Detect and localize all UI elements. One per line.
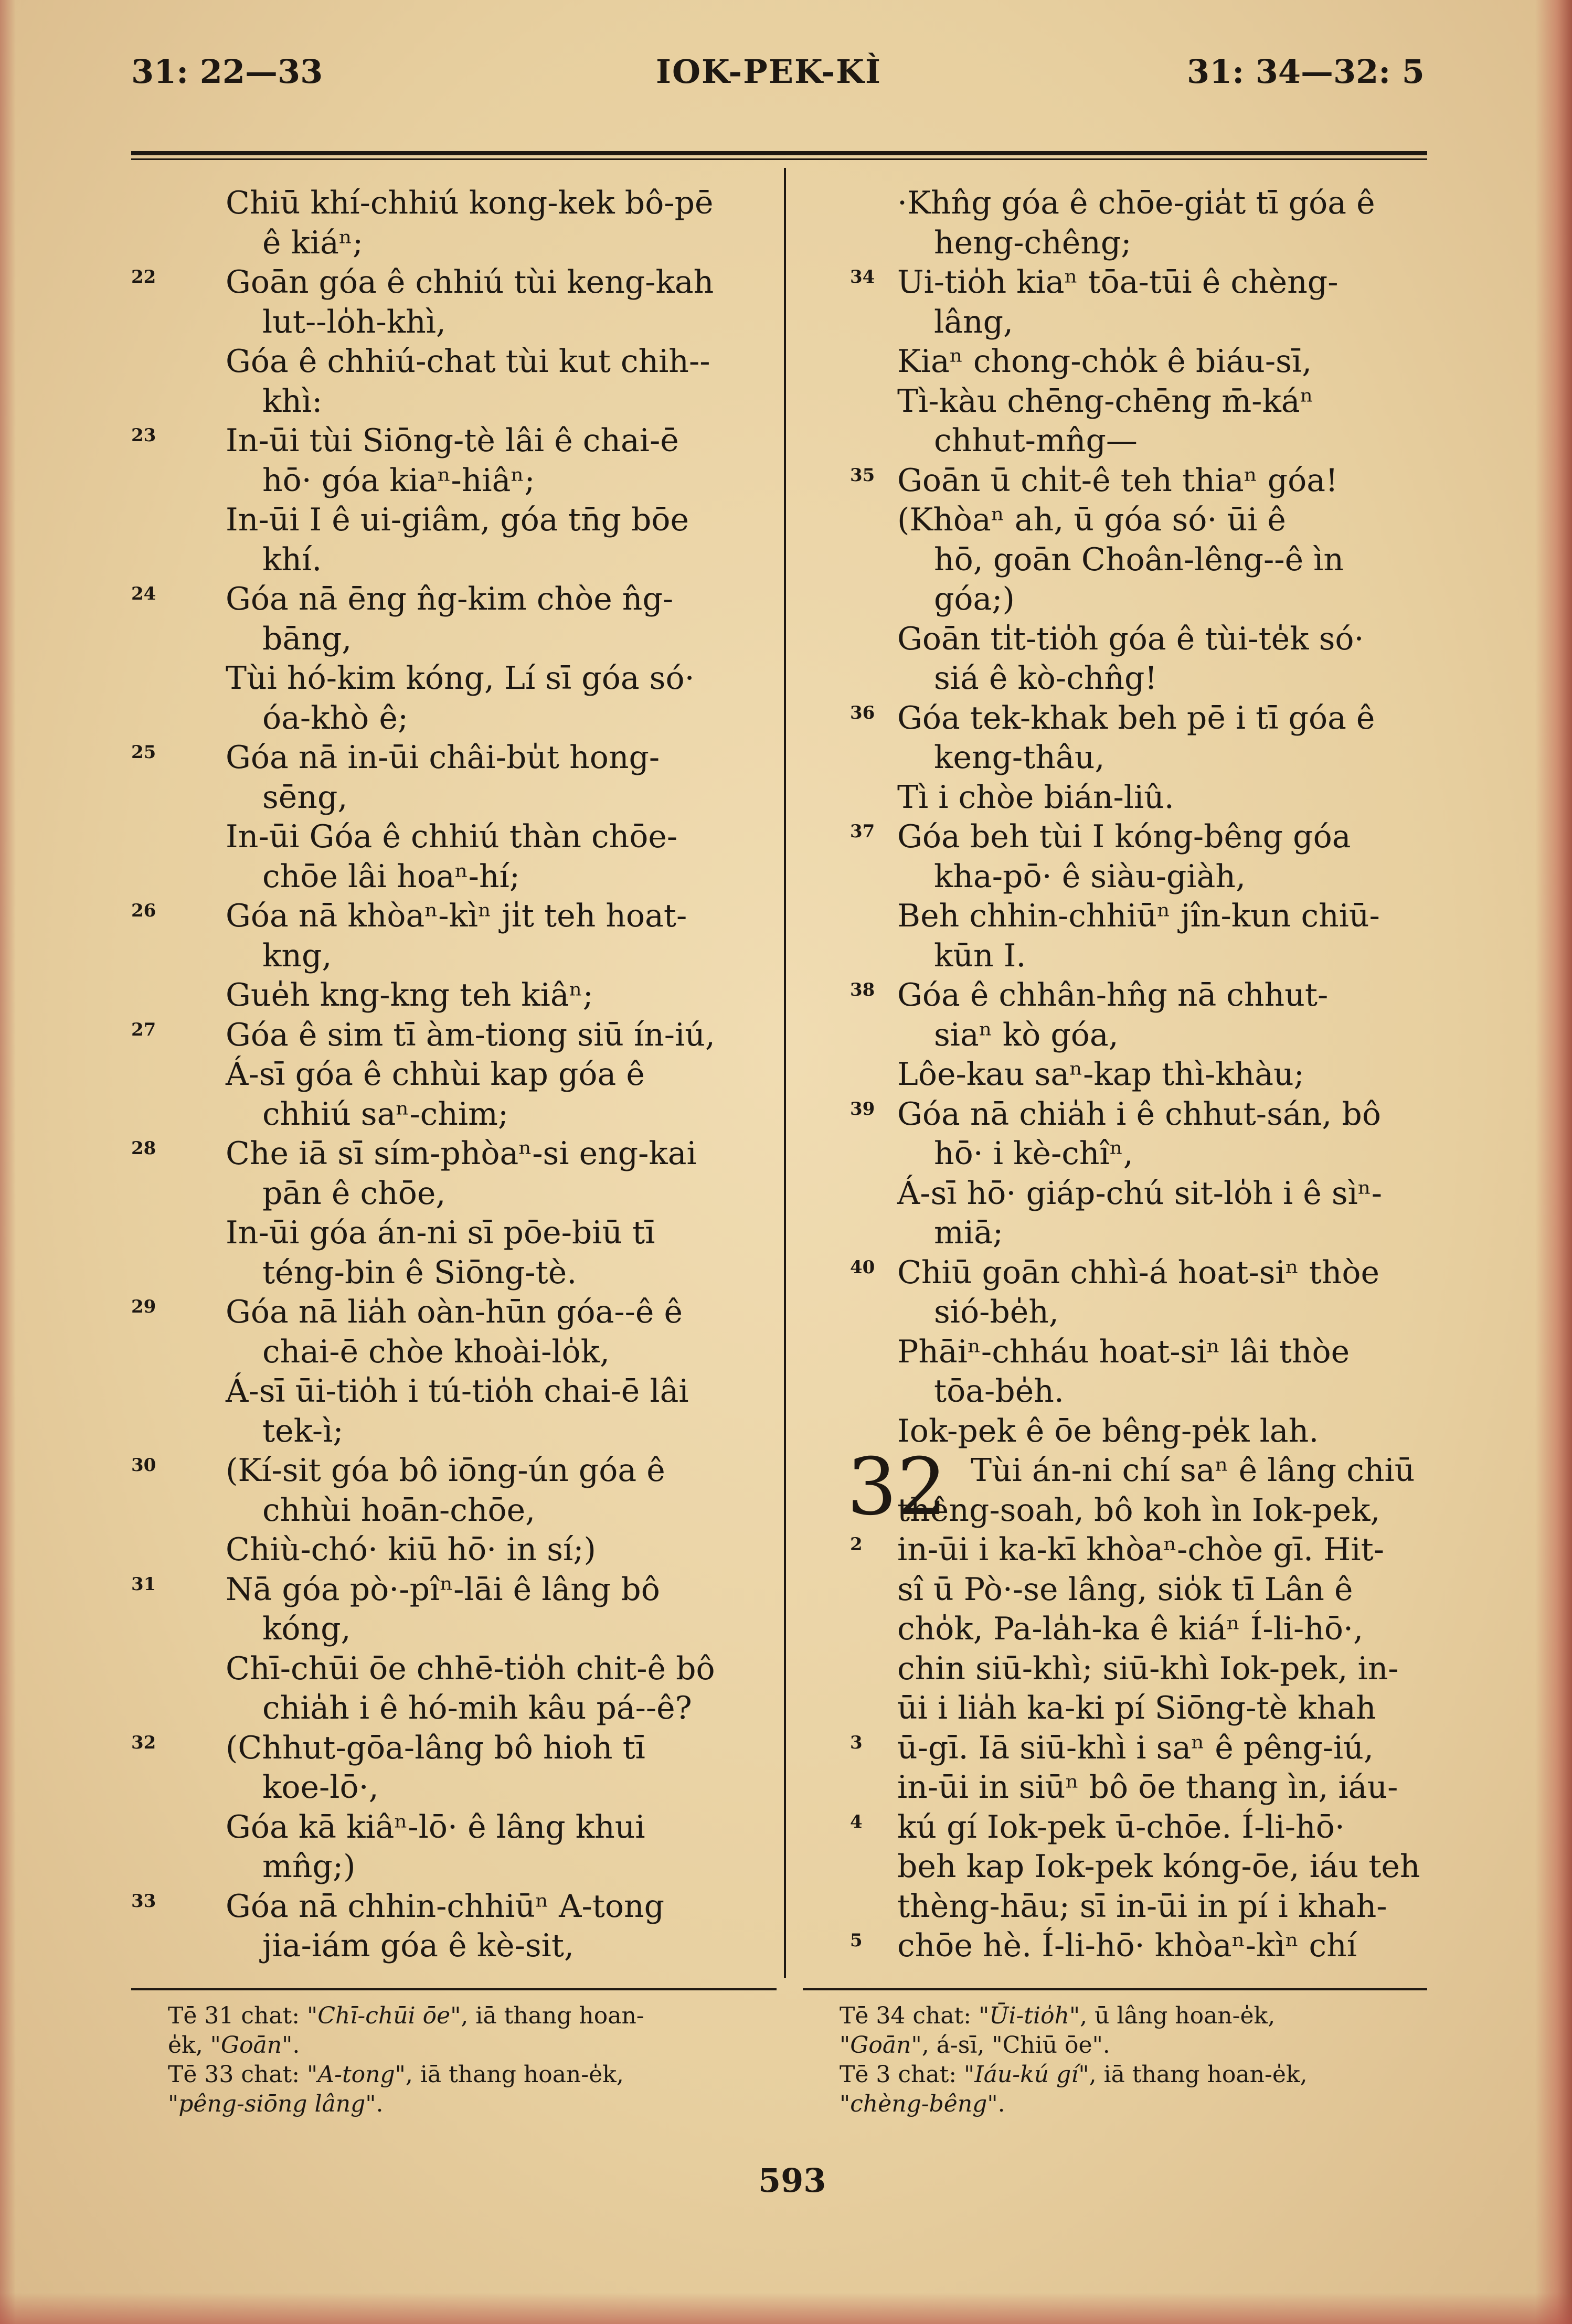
text-line — [131, 1134, 777, 1174]
text-line — [131, 1174, 777, 1214]
verse-number: 28 — [131, 1138, 156, 1159]
verse-number: 31 — [131, 1573, 156, 1595]
page-edge-bottom — [0, 2293, 1572, 2324]
verse-text: Tùi án-ni chí saⁿ ê lâng chiū — [971, 1452, 1415, 1489]
verse-text: thèng-hāu; sī in-ūi in pí i khah- — [897, 1888, 1387, 1925]
verse-text: (Kí-sit góa bô iōng-ún góa ê — [226, 1452, 665, 1489]
verse-text: Ui-tio̍h kiaⁿ tōa-tūi ê chèng- — [897, 264, 1339, 301]
verse-text: in-ūi i ka-kī khòaⁿ-chòe gī. Hit- — [897, 1531, 1385, 1568]
text-line — [850, 1332, 1448, 1372]
text-line — [850, 461, 1448, 501]
page-edge-left — [0, 0, 16, 2324]
verse-text: Tùi hó-kim kóng, Lí sī góa só· — [226, 660, 695, 697]
footnote-rule-right — [803, 1988, 1427, 1990]
verse-text: beh kap Iok-pek kóng-ōe, iáu teh — [897, 1848, 1420, 1885]
text-line — [850, 936, 1448, 976]
text-line — [131, 540, 777, 580]
text-line — [131, 1926, 777, 1966]
verse-number: 4 — [850, 1811, 863, 1832]
verse-number: 34 — [850, 266, 875, 287]
verse-number: 23 — [131, 425, 156, 446]
verse-number: 27 — [131, 1019, 156, 1040]
text-line — [131, 1649, 777, 1689]
verse-number: 29 — [131, 1296, 156, 1317]
text-line — [131, 1808, 777, 1848]
verse-text: keng-thâu, — [934, 739, 1105, 776]
verse-text: miā; — [934, 1214, 1004, 1251]
verse-text: Nā góa pò·-pîⁿ-lāi ê lâng bô — [226, 1571, 660, 1608]
footnotes-right — [840, 2001, 1443, 2119]
text-line — [850, 1174, 1448, 1214]
text-line — [131, 1372, 777, 1412]
page-edge-right — [1535, 0, 1572, 2324]
text-line — [850, 540, 1448, 580]
verse-text: Goān góa ê chhiú tùi keng-kah — [226, 264, 714, 301]
text-line — [850, 699, 1448, 739]
text-line — [850, 1491, 1448, 1531]
verse-text: Góa ê chhân-hn̂g nā chhut- — [897, 977, 1329, 1014]
verse-number: 33 — [131, 1890, 156, 1912]
footnote-line: Tē 34 chat: "Ūi-tio̍h", ū lâng hoan-e̍k, — [840, 2002, 1276, 2029]
verse-text: Góa beh tùi I kóng-bêng góa — [897, 818, 1351, 855]
text-line — [131, 1055, 777, 1095]
verse-text: sēng, — [262, 779, 348, 816]
verse-text: tōa-be̍h. — [934, 1373, 1064, 1410]
verse-number: 26 — [131, 900, 156, 921]
text-line — [850, 1016, 1448, 1056]
text-line — [131, 1016, 777, 1056]
text-line — [850, 1253, 1448, 1293]
text-line — [131, 1729, 777, 1768]
text-line — [131, 1570, 777, 1610]
text-line — [131, 303, 777, 343]
verse-text: Chiū khí-chhiú kong-kek bô-pē — [226, 185, 714, 221]
verse-text: In-ūi Góa ê chhiú thàn chōe- — [226, 818, 678, 855]
header-rule-thin — [131, 158, 1427, 160]
verse-number: 5 — [850, 1930, 863, 1951]
text-line — [850, 223, 1448, 263]
verse-text: óa-khò ê; — [262, 699, 409, 737]
footnote-line: "pêng-siōng lâng". — [168, 2091, 384, 2117]
text-line — [850, 421, 1448, 461]
verse-text: kha-pō· ê siàu-giàh, — [934, 858, 1246, 895]
footnote-term: Goān — [220, 2032, 282, 2059]
text-line — [850, 976, 1448, 1016]
verse-text: Gue̍h kng-kng teh kiâⁿ; — [226, 977, 593, 1014]
verse-text: Góa ê sim tī àm-tiong siū ín-iú, — [226, 1016, 715, 1053]
text-line — [131, 461, 777, 501]
footnote-term: Ūi-tio̍h — [989, 2002, 1069, 2029]
text-line — [131, 857, 777, 897]
verse-number: 35 — [850, 464, 875, 486]
verse-text: In-ūi tùi Siōng-tè lâi ê chai-ē — [226, 422, 679, 459]
verse-number: 40 — [850, 1256, 875, 1278]
text-line — [131, 342, 777, 382]
verse-text: kú gí Iok-pek ū-chōe. Í-li-hō· — [897, 1808, 1345, 1846]
footnote-line: Tē 3 chat: "Iáu-kú gí", iā thang hoan-e̍k, — [840, 2061, 1308, 2088]
text-line — [850, 263, 1448, 303]
verse-text: Chiū goān chhì-á hoat-siⁿ thòe — [897, 1254, 1379, 1291]
chapter-number: 32 — [847, 1442, 947, 1533]
verse-text: téng-bin ê Siōng-tè. — [262, 1254, 577, 1291]
text-line — [850, 1134, 1448, 1174]
text-line — [850, 738, 1448, 778]
text-line — [850, 1372, 1448, 1412]
verse-number: 22 — [131, 266, 156, 287]
verse-text: cho̍k, Pa-la̍h-ka ê kiáⁿ Í-li-hō·, — [897, 1611, 1364, 1647]
text-line — [850, 620, 1448, 659]
header-right-reference: 31: 34—32: 5 — [1187, 52, 1425, 91]
verse-text: pān ê chōe, — [262, 1175, 446, 1212]
verse-text: chōe lâi hoaⁿ-hí; — [262, 858, 520, 895]
verse-text: Tì i chòe bián-liû. — [897, 779, 1174, 816]
verse-text: Beh chhin-chhiūⁿ jîn-kun chiū- — [897, 898, 1380, 934]
verse-text: kóng, — [262, 1611, 351, 1647]
header-book-title: IOK-PEK-KÌ — [656, 52, 881, 91]
column-divider — [784, 168, 786, 1978]
footnote-term: pêng-siōng lâng — [178, 2091, 366, 2117]
footnote-term: A-tong — [317, 2061, 395, 2088]
footnote-term: chèng-bêng — [850, 2091, 987, 2117]
text-line — [850, 1570, 1448, 1610]
verse-text: chin siū-khì; siū-khì Iok-pek, in- — [897, 1650, 1399, 1687]
text-line — [850, 303, 1448, 343]
text-line — [131, 184, 777, 223]
text-line — [850, 1213, 1448, 1253]
verse-number: 39 — [850, 1098, 875, 1120]
footnote-line: "chèng-bêng". — [840, 2091, 1005, 2117]
text-line — [131, 1609, 777, 1649]
verse-text: ·Khn̂g góa ê chōe-gia̍t tī góa ê — [897, 185, 1375, 221]
text-line — [850, 1729, 1448, 1768]
text-line — [850, 1530, 1448, 1570]
footnote-rule-left — [131, 1988, 777, 1990]
text-line — [131, 263, 777, 303]
verse-text: (Khòaⁿ ah, ū góa só· ūi ê — [897, 502, 1286, 538]
text-line — [131, 817, 777, 857]
verse-number: 25 — [131, 742, 156, 763]
verse-text: Góa ê chhiú-chat tùi kut chih-- — [226, 343, 710, 380]
verse-text: ū-gī. Iā siū-khì i saⁿ ê pêng-iú, — [897, 1729, 1374, 1766]
text-line — [131, 500, 777, 540]
verse-text: Goān ū chi̍t-ê teh thiaⁿ góa! — [897, 462, 1339, 499]
right-column — [847, 184, 1448, 1966]
text-line — [850, 342, 1448, 382]
text-line — [850, 1689, 1448, 1729]
footnote-term: Chī-chūi ōe — [317, 2002, 451, 2029]
verse-text: lut--lo̍h-khì, — [262, 303, 446, 340]
footnote-line: "Goān", á-sī, "Chiū ōe". — [840, 2032, 1110, 2059]
verse-text: lâng, — [934, 303, 1014, 340]
text-line — [131, 1768, 777, 1808]
text-line — [850, 1926, 1448, 1966]
footnotes-left — [168, 2001, 771, 2119]
verse-text: khì: — [262, 382, 323, 420]
verse-text: ūi i lia̍h ka-ki pí Siōng-tè khah — [897, 1690, 1376, 1726]
verse-number: 30 — [131, 1455, 156, 1476]
text-line — [131, 1213, 777, 1253]
footnote-line: Tē 33 chat: "A-tong", iā thang hoan-e̍k, — [168, 2061, 624, 2088]
verse-text: (Chhut-gōa-lâng bô hioh tī — [226, 1729, 645, 1766]
text-line — [850, 817, 1448, 857]
text-line — [850, 659, 1448, 699]
verse-text: Góa kā kiâⁿ-lō· ê lâng khui — [226, 1808, 645, 1846]
text-line — [850, 1095, 1448, 1135]
text-line — [131, 1293, 777, 1332]
verse-text: Góa nā lia̍h oàn-hūn góa--ê ê — [226, 1294, 683, 1330]
header-rule-thick — [131, 151, 1427, 155]
text-line — [850, 1055, 1448, 1095]
verse-text: hō· i kè-chîⁿ, — [934, 1135, 1133, 1172]
text-line — [131, 936, 777, 976]
text-line — [850, 500, 1448, 540]
verse-text: siá ê kò-chn̂g! — [934, 660, 1157, 697]
text-line — [850, 1808, 1448, 1848]
text-line — [131, 580, 777, 620]
verse-text: sió-be̍h, — [934, 1294, 1059, 1330]
text-line — [850, 382, 1448, 422]
verse-number: 38 — [850, 979, 875, 1000]
text-line — [131, 1095, 777, 1135]
text-line — [850, 1887, 1448, 1927]
verse-text: kng, — [262, 937, 332, 974]
verse-number: 2 — [850, 1534, 863, 1555]
verse-number: 32 — [131, 1732, 156, 1753]
footnote-term: Iáu-kú gí — [974, 2061, 1079, 2088]
verse-text: Tì-kàu chēng-chēng m̄-káⁿ — [897, 382, 1314, 420]
verse-text: chhùi hoān-chōe, — [262, 1491, 536, 1529]
verse-number: 24 — [131, 583, 156, 604]
verse-text: Á-sī góa ê chhùi kap góa ê — [226, 1056, 645, 1093]
verse-text: Che iā sī sím-phòaⁿ-si eng-kai — [226, 1135, 697, 1172]
text-line — [850, 580, 1448, 620]
text-line — [131, 1530, 777, 1570]
text-line — [131, 738, 777, 778]
text-line — [131, 1253, 777, 1293]
verse-text: Chiù-chó· kiū hō· in sí;) — [226, 1531, 596, 1568]
verse-text: Iok-pek ê ōe bêng-pe̍k lah. — [897, 1412, 1319, 1449]
verse-text: Á-sī ūi-tio̍h i tú-tio̍h chai-ē lâi — [226, 1373, 689, 1410]
verse-text: In-ūi góa án-ni sī pōe-biū tī — [226, 1214, 655, 1251]
verse-text: chhut-mn̂g— — [934, 422, 1138, 459]
verse-text: hō· góa kiaⁿ-hiâⁿ; — [262, 462, 535, 499]
verse-text: chia̍h i ê hó-mih kâu pá--ê? — [262, 1690, 692, 1726]
verse-text: thêng-soah, bô koh ìn Iok-pek, — [897, 1491, 1380, 1529]
verse-text: koe-lō·, — [262, 1769, 379, 1806]
text-line — [131, 223, 777, 263]
page-number: 593 — [758, 2161, 826, 2200]
verse-text: hō, goān Choân-lêng--ê ìn — [934, 541, 1344, 578]
verse-text: In-ūi I ê ui-giâm, góa tn̄g bōe — [226, 502, 689, 538]
verse-text: chai-ē chòe khoài-lo̍k, — [262, 1333, 610, 1370]
text-line — [850, 897, 1448, 936]
text-line — [131, 1451, 777, 1491]
text-line — [131, 421, 777, 461]
left-column — [131, 184, 777, 1966]
text-line — [131, 1491, 777, 1531]
header-left-reference: 31: 22—33 — [131, 52, 323, 91]
verse-text: bāng, — [262, 620, 352, 657]
text-line — [131, 620, 777, 659]
verse-text: Lôe-kau saⁿ-kap thì-khàu; — [897, 1056, 1304, 1093]
verse-text: Góa nā in-ūi châi-bu̍t hong- — [226, 739, 660, 776]
verse-text: Góa nā khòaⁿ-kìⁿ ji̍t teh hoat- — [226, 898, 687, 934]
verse-text: mn̂g;) — [262, 1848, 356, 1885]
verse-text: Góa tek-khak beh pē i tī góa ê — [897, 699, 1375, 737]
verse-text: góa;) — [934, 581, 1015, 617]
text-line — [850, 184, 1448, 223]
text-line — [131, 1412, 777, 1452]
verse-text: Á-sī hō· giáp-chú sit-lo̍h i ê sìⁿ- — [897, 1175, 1383, 1212]
text-line — [131, 976, 777, 1016]
footnote-term: Goān — [850, 2032, 911, 2059]
verse-text: Chī-chūi ōe chhē-tio̍h chit-ê bô — [226, 1650, 715, 1687]
text-line — [131, 1847, 777, 1887]
footnote-line: Tē 31 chat: "Chī-chūi ōe", iā thang hoan- — [168, 2002, 644, 2029]
verse-text: kūn I. — [934, 937, 1026, 974]
text-line — [850, 778, 1448, 818]
verse-text: tek-ì; — [262, 1412, 344, 1449]
text-line — [850, 1649, 1448, 1689]
text-line — [131, 897, 777, 936]
footnote-line: e̍k, "Goān". — [168, 2032, 300, 2059]
text-line — [131, 1887, 777, 1927]
verse-text: ê kiáⁿ; — [262, 224, 364, 261]
verse-number: 36 — [850, 702, 875, 723]
verse-text: chhiú saⁿ-chim; — [262, 1095, 509, 1133]
verse-text: Góa nā chhin-chhiūⁿ A-tong — [226, 1888, 665, 1925]
verse-text: Goān ti̍t-tio̍h góa ê tùi-te̍k só· — [897, 620, 1364, 657]
text-line — [131, 1689, 777, 1729]
text-line — [850, 1768, 1448, 1808]
text-line — [131, 659, 777, 699]
verse-text: in-ūi in siūⁿ bô ōe thang ìn, iáu- — [897, 1769, 1398, 1806]
verse-text: chōe hè. Í-li-hō· khòaⁿ-kìⁿ chí — [897, 1927, 1357, 1964]
verse-text: heng-chêng; — [934, 224, 1132, 261]
text-line — [850, 1609, 1448, 1649]
verse-text: siaⁿ kò góa, — [934, 1016, 1119, 1053]
verse-text: Phāiⁿ-chháu hoat-siⁿ lâi thòe — [897, 1333, 1350, 1370]
text-line — [850, 1293, 1448, 1332]
verse-text: sî ū Pò·-se lâng, sio̍k tī Lân ê — [897, 1571, 1353, 1608]
verse-text: Kiaⁿ chong-cho̍k ê biáu-sī, — [897, 343, 1312, 380]
text-line — [850, 857, 1448, 897]
text-line — [131, 382, 777, 422]
verse-text: Góa nā chia̍h i ê chhut-sán, bô — [897, 1095, 1381, 1133]
verse-number: 37 — [850, 821, 875, 842]
text-line — [131, 778, 777, 818]
text-line — [850, 1847, 1448, 1887]
verse-text: khí. — [262, 541, 322, 578]
text-line — [131, 699, 777, 739]
verse-text: jia-iám góa ê kè-sit, — [262, 1927, 575, 1964]
verse-number: 3 — [850, 1732, 863, 1753]
verse-text: Góa nā ēng n̂g-kim chòe n̂g- — [226, 581, 674, 617]
text-line — [131, 1332, 777, 1372]
